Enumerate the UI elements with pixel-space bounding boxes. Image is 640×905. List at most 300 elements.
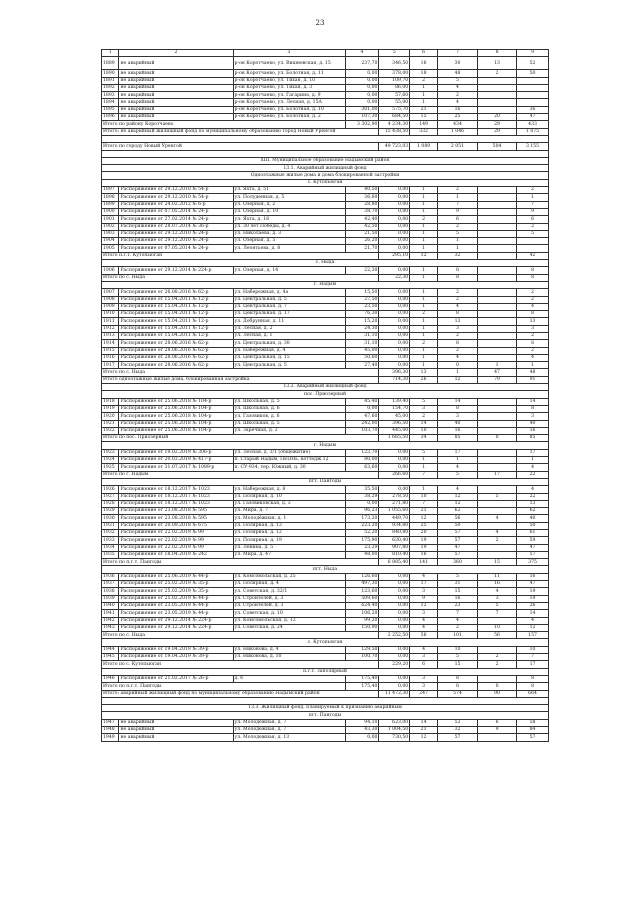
table-row xyxy=(102,719,549,726)
table-cell: 50 xyxy=(517,70,549,77)
table-cell: 18 xyxy=(410,70,438,77)
table-cell: 175,90 xyxy=(345,537,379,544)
table-cell: 31,10 xyxy=(345,332,379,339)
table-cell: 0,00 xyxy=(379,289,410,296)
table-cell xyxy=(478,405,517,412)
table-cell: 810,40 xyxy=(379,551,410,558)
table-cell: 1907 xyxy=(102,289,119,296)
column-number: 1 xyxy=(102,50,119,57)
table-cell: 1910 xyxy=(102,311,119,318)
subtotal-label: Итого по п.г.т. Пангоды xyxy=(102,559,379,566)
table-cell: 8 xyxy=(437,675,477,682)
subtotal-cell: 91 xyxy=(517,376,549,383)
table-cell xyxy=(478,223,517,230)
table-cell: 52 xyxy=(517,57,549,70)
subtotal-cell: 1 089 xyxy=(410,143,438,150)
table-cell: 26,20 xyxy=(345,238,379,245)
table-row xyxy=(102,515,549,522)
table-cell: 0,00 xyxy=(345,734,379,741)
table-cell: 730,50 xyxy=(379,734,410,741)
table-cell: Распоряжение от 28.06.2016 № 62-р xyxy=(119,347,233,354)
table-cell: 10 xyxy=(478,624,517,631)
table-cell: Распоряжение от 28.07.2014 № 36-р xyxy=(119,223,233,230)
table-cell: ул. Лесная, д. 1 xyxy=(233,332,345,339)
table-cell: 5 xyxy=(437,230,477,237)
table-cell: 1928 xyxy=(102,500,119,507)
table-cell: 9 xyxy=(410,595,438,602)
table-cell: 175,40 xyxy=(345,675,379,682)
table-cell: ул. Газовиковская, д. 3 xyxy=(233,500,345,507)
subtotal-row xyxy=(102,471,549,478)
table-cell: 0,00 xyxy=(345,99,379,106)
table-cell: 47 xyxy=(517,544,549,551)
table-cell: 16 xyxy=(437,106,477,113)
table-cell: 1 xyxy=(410,318,438,325)
subtotal-row xyxy=(102,376,549,383)
table-row xyxy=(102,675,549,682)
table-cell: 40 xyxy=(517,515,549,522)
table-cell: 19 xyxy=(517,588,549,595)
table-cell: 48,00 xyxy=(345,551,379,558)
section-heading-row xyxy=(102,442,549,449)
table-row xyxy=(102,245,549,252)
table-cell xyxy=(478,500,517,507)
section-heading-row xyxy=(102,566,549,573)
table-cell: 12 xyxy=(437,493,477,500)
table-cell xyxy=(517,99,549,106)
table-cell: 21 xyxy=(410,106,438,113)
table-cell xyxy=(478,187,517,194)
table-cell: 1946 xyxy=(102,675,119,682)
table-cell: 5 xyxy=(437,573,477,580)
table-cell: 0,00 xyxy=(379,595,410,602)
table-cell: 1943 xyxy=(102,624,119,631)
subtotal-cell: 85 xyxy=(517,435,549,442)
table-cell: 55,00 xyxy=(379,99,410,106)
table-cell: 1939 xyxy=(102,595,119,602)
subtotal-cell: 15 xyxy=(478,559,517,566)
table-cell: не аварийный xyxy=(119,114,233,121)
table-cell: 150,90 xyxy=(345,624,379,631)
table-cell: Распоряжение от 29.12.2010 № 54-р xyxy=(119,187,233,194)
column-number: 3 xyxy=(233,50,345,57)
table-cell: 61 xyxy=(517,530,549,537)
table-cell: Распоряжение от 23.05.2019 № 44-р xyxy=(119,602,233,609)
subtotal-cell: 29 xyxy=(478,121,517,128)
table-cell: Распоряжение от 25.06.2018 № 104-р xyxy=(119,413,233,420)
subtotal-label: Итого: не аварийный жилищный фонд по муниципальному образованию город Новый Уренгой xyxy=(102,128,379,135)
table-cell: 24,30 xyxy=(345,325,379,332)
table-cell: 15 xyxy=(437,588,477,595)
table-cell: 1937 xyxy=(102,581,119,588)
column-number: 2 xyxy=(119,50,233,57)
table-row xyxy=(102,318,549,325)
table-cell: ул. Лесная, д. 3/1 (общежитие) xyxy=(233,449,345,456)
table-cell: 10 xyxy=(517,646,549,653)
table-cell xyxy=(478,398,517,405)
table-cell: 96,23 xyxy=(345,508,379,515)
table-cell: не аварийный xyxy=(119,92,233,99)
table-cell: 14 xyxy=(517,610,549,617)
table-cell xyxy=(478,245,517,252)
table-cell: 25 xyxy=(410,522,438,529)
subtotal-label: Итого по городу Новый Уренгой xyxy=(102,143,379,150)
table-cell: 21,50 xyxy=(345,230,379,237)
subtotal-label: Итого по с. Ныда xyxy=(102,274,379,281)
table-cell: 4 xyxy=(437,464,477,471)
table-cell: 0,00 xyxy=(379,303,410,310)
subtotal-label: Итого по с. Ныда xyxy=(102,632,379,639)
table-cell: 42,50 xyxy=(345,223,379,230)
table-cell: 1915 xyxy=(102,347,119,354)
table-cell: 840,80 xyxy=(379,530,410,537)
table-cell: 50 xyxy=(517,522,549,529)
table-cell: Распоряжение от 29.12.2014 № 224-р xyxy=(119,624,233,631)
table-cell: 1896 xyxy=(102,114,119,121)
table-cell: 2 xyxy=(410,216,438,223)
table-cell: 1 xyxy=(517,457,549,464)
table-row xyxy=(102,588,549,595)
table-cell: 17 xyxy=(410,581,438,588)
subtotal-cell: 574 xyxy=(437,690,477,697)
subtotal-row xyxy=(102,559,549,566)
table-cell: р-он Коротчаево, ул. Вишневская, д. 15 xyxy=(233,57,345,70)
table-cell: 16 xyxy=(517,573,549,580)
blank-row xyxy=(102,150,549,157)
subtotal-row xyxy=(102,435,549,442)
table-cell: 2 xyxy=(437,289,477,296)
table-cell: ул. Советская, д. 24 xyxy=(233,624,345,631)
table-cell: 0,00 xyxy=(379,347,410,354)
table-cell: 1 xyxy=(410,208,438,215)
table-cell: 9 xyxy=(478,727,517,734)
table-cell: 8 xyxy=(437,311,477,318)
subtotal-cell: 229,20 xyxy=(379,661,410,668)
subtotal-row xyxy=(102,274,549,281)
table-cell: 1 xyxy=(410,230,438,237)
table-cell: 56 xyxy=(437,515,477,522)
section-heading-row xyxy=(102,712,549,719)
table-cell: 100,70 xyxy=(345,654,379,661)
table-cell: Распоряжение от 21.02.2017 № 26-р xyxy=(119,675,233,682)
subtotal-cell: 42 xyxy=(517,252,549,259)
table-cell: Распоряжение от 28.06.2016 № 62-р xyxy=(119,354,233,361)
table-cell: 0,00 xyxy=(379,267,410,274)
table-cell: 13 xyxy=(437,318,477,325)
table-cell xyxy=(517,77,549,84)
section-heading: XIII. Муниципальное образование Надымский район xyxy=(102,157,549,164)
table-cell: 36,60 xyxy=(345,194,379,201)
table-cell xyxy=(478,208,517,215)
table-cell xyxy=(517,245,549,252)
table-cell: не аварийный xyxy=(119,70,233,77)
table-cell: 4 xyxy=(478,588,517,595)
table-cell: Распоряжение от 25.02.2019 № 44-р xyxy=(119,595,233,602)
section-heading: пгт. Пангоды xyxy=(102,712,549,719)
table-cell: Распоряжение от 07.05.2014 № 24-р xyxy=(119,245,233,252)
table-cell: Распоряжение от 29.12.2014 № 224-р xyxy=(119,617,233,624)
table-cell: 1935 xyxy=(102,551,119,558)
table-cell: 0,00 xyxy=(379,223,410,230)
table-cell xyxy=(478,303,517,310)
table-cell: Распоряжение от 22.02.2019 № 99 xyxy=(119,530,233,537)
table-cell: 0,00 xyxy=(379,318,410,325)
table-cell: ул. Никонова, д. 10 xyxy=(233,654,345,661)
table-cell: 223,20 xyxy=(345,522,379,529)
table-cell: 4 xyxy=(517,486,549,493)
subtotal-cell: 5 xyxy=(437,471,477,478)
table-cell: 19 xyxy=(410,537,438,544)
table-row xyxy=(102,99,549,106)
table-cell: 0,00 xyxy=(379,230,410,237)
table-cell: 1899 xyxy=(102,201,119,208)
table-cell: 1 055,60 xyxy=(379,508,410,515)
table-cell: 0,00 xyxy=(379,602,410,609)
subtotal-cell: 8 xyxy=(437,274,477,281)
table-cell: 40 xyxy=(517,420,549,427)
table-cell: 301,00 xyxy=(345,106,379,113)
table-cell xyxy=(478,734,517,741)
table-cell: Распоряжение от 25.02.2019 № 35-р xyxy=(119,588,233,595)
table-cell: 1916 xyxy=(102,354,119,361)
table-cell: 624,40 xyxy=(345,602,379,609)
table-cell: 3 xyxy=(437,325,477,332)
table-cell: Распоряжение от 24.02.2012 № 6-р xyxy=(119,201,233,208)
table-cell: 16 xyxy=(410,57,438,70)
table-cell: Распоряжение от 25.06.2018 № 104-р xyxy=(119,398,233,405)
column-number: 5 xyxy=(379,50,410,57)
table-row xyxy=(102,624,549,631)
table-cell: 40 xyxy=(437,420,477,427)
subtotal-label: Итого по району Коротчаево xyxy=(102,121,346,128)
table-row xyxy=(102,347,549,354)
table-cell xyxy=(478,230,517,237)
table-cell: 1944 xyxy=(102,646,119,653)
table-cell: 0,00 xyxy=(379,617,410,624)
table-cell: 0,00 xyxy=(345,500,379,507)
table-cell: ул. Комсомольская, д. 25 xyxy=(233,573,345,580)
table-cell: ул. Лесная, д. 2 xyxy=(233,325,345,332)
table-cell: 0,00 xyxy=(379,610,410,617)
table-cell: 57 xyxy=(437,734,477,741)
table-cell: ул. Советская, д. 32/1 xyxy=(233,588,345,595)
subtotal-cell: 56 xyxy=(478,632,517,639)
table-cell xyxy=(478,216,517,223)
table-cell: 12 xyxy=(517,624,549,631)
table-cell: ул. Полярная, д. 19 xyxy=(233,537,345,544)
table-cell: 3 xyxy=(410,610,438,617)
table-cell: ул. Набережная, д. 4 xyxy=(233,347,345,354)
table-cell: 2 xyxy=(437,92,477,99)
table-cell: 31 xyxy=(437,581,477,588)
table-cell xyxy=(478,646,517,653)
table-cell: 1 xyxy=(437,245,477,252)
table-cell: 7 xyxy=(517,201,549,208)
table-cell: 2 xyxy=(478,654,517,661)
table-row xyxy=(102,573,549,580)
table-cell: 2 xyxy=(437,223,477,230)
table-cell: ул. Яхта, д. 16 xyxy=(233,216,345,223)
table-cell: не аварийный xyxy=(119,77,233,84)
table-cell: 1912 xyxy=(102,325,119,332)
table-cell: 4 xyxy=(517,303,549,310)
table-cell: 0,00 xyxy=(379,187,410,194)
table-cell: 1904 xyxy=(102,238,119,245)
table-cell: 2 xyxy=(437,624,477,631)
table-cell: 14 xyxy=(410,420,438,427)
table-cell: Распоряжение от 15.04.2011 № 12-р xyxy=(119,332,233,339)
section-heading-row xyxy=(102,281,549,288)
table-cell: 58 xyxy=(517,719,549,726)
table-cell: 4 xyxy=(437,486,477,493)
table-cell: ул. Центральная, д. 15 xyxy=(233,354,345,361)
table-row xyxy=(102,595,549,602)
subtotal-cell: 8 xyxy=(517,683,549,690)
table-cell: 16 xyxy=(517,427,549,434)
subtotal-cell: 360 xyxy=(437,559,477,566)
subtotal-cell: 0,00 xyxy=(379,683,410,690)
subtotal-cell: 332 xyxy=(410,128,438,135)
section-heading: 13.1. Аварийный жилищный фонд xyxy=(102,165,549,172)
table-cell: 129,50 xyxy=(345,646,379,653)
section-heading: с. Кутопьюган xyxy=(102,179,549,186)
table-cell: ул. Мира, д. 47 xyxy=(233,551,345,558)
subtotal-row xyxy=(102,369,549,376)
table-cell: 1 xyxy=(410,245,438,252)
table-cell: Распоряжение от 18.12.2017 № 1023 xyxy=(119,500,233,507)
table-cell: ул. Яхта, д. 51 xyxy=(233,187,345,194)
table-cell: 5 xyxy=(517,230,549,237)
table-cell: Распоряжение от 19.02.2019 № 306-р xyxy=(119,449,233,456)
table-cell xyxy=(478,508,517,515)
table-cell: 1913 xyxy=(102,332,119,339)
table-row xyxy=(102,551,549,558)
table-cell: 13 xyxy=(517,500,549,507)
table-cell: ул. Центральная, д. 30 xyxy=(233,340,345,347)
table-cell: Распоряжение от 23.08.2018 № 595 xyxy=(119,515,233,522)
table-cell: ул. Газовиков, д. 6 xyxy=(233,413,345,420)
table-cell: 123,70 xyxy=(345,449,379,456)
table-cell: 2 xyxy=(437,347,477,354)
table-cell: Распоряжение от 22.02.2019 № 99 xyxy=(119,537,233,544)
table-row xyxy=(102,398,549,405)
table-cell: 0,00 xyxy=(379,654,410,661)
table-cell: не аварийный xyxy=(119,84,233,91)
table-cell: 1894 xyxy=(102,99,119,106)
table-row xyxy=(102,216,549,223)
table-cell: 15,50 xyxy=(345,289,379,296)
table-cell: 40,50 xyxy=(345,187,379,194)
table-cell: 497,30 xyxy=(345,581,379,588)
table-cell: 1900 xyxy=(102,208,119,215)
table-cell: 1919 xyxy=(102,405,119,412)
table-cell: 43,30 xyxy=(345,727,379,734)
table-cell: 3 xyxy=(410,405,438,412)
table-cell: 575,70 xyxy=(379,106,410,113)
table-cell: ул. Озёрная, д. 5 xyxy=(233,238,345,245)
table-row xyxy=(102,223,549,230)
subtotal-cell: 714,30 xyxy=(379,376,410,383)
table-cell: не аварийный xyxy=(119,106,233,113)
section-heading-row xyxy=(102,391,549,398)
table-cell: 2 xyxy=(410,311,438,318)
table-cell: Распоряжение от 19.04.2019 № 39-р xyxy=(119,646,233,653)
table-cell: 57 xyxy=(517,551,549,558)
table-cell: 0,00 xyxy=(379,201,410,208)
table-cell xyxy=(517,84,549,91)
table-cell: 8 xyxy=(517,405,549,412)
table-cell xyxy=(478,84,517,91)
column-number: 8 xyxy=(478,50,517,57)
table-cell: 0,00 xyxy=(379,581,410,588)
table-cell: р-он Коротчаево, ул. Болотная, д. 10 xyxy=(233,106,345,113)
table-cell: 21,70 xyxy=(345,245,379,252)
table-cell: 1 xyxy=(410,201,438,208)
table-cell: 86,00 xyxy=(379,84,410,91)
table-cell: 0,00 xyxy=(379,340,410,347)
table-cell: 1891 xyxy=(102,77,119,84)
table-cell: 3 xyxy=(437,413,477,420)
table-cell: ул. Центральная, д. 7 xyxy=(233,303,345,310)
table-cell: 1 xyxy=(410,325,438,332)
table-cell: 4 xyxy=(410,624,438,631)
table-cell: 623,00 xyxy=(379,719,410,726)
table-cell: ул. Полярная, д. 4 xyxy=(233,581,345,588)
section-heading: Одноэтажные жилые дома и дома блокированной застройки xyxy=(102,172,549,179)
table-cell: 12 xyxy=(410,734,438,741)
table-cell: ул. Строителей, д. 3 xyxy=(233,595,345,602)
table-cell xyxy=(478,194,517,201)
table-row xyxy=(102,500,549,507)
table-row xyxy=(102,311,549,318)
table-cell: 378,00 xyxy=(379,70,410,77)
table-cell: 31,10 xyxy=(345,340,379,347)
table-cell: 30 xyxy=(437,57,477,70)
table-cell: 16 xyxy=(437,595,477,602)
table-cell: 1902 xyxy=(102,223,119,230)
subtotal-cell: 47 xyxy=(478,369,517,376)
table-cell: Распоряжение от 15.04.2011 № 12-р xyxy=(119,296,233,303)
subtotal-cell: 48 xyxy=(517,369,549,376)
table-cell: 4 xyxy=(437,617,477,624)
register-sheet xyxy=(101,49,549,742)
table-cell: д. 6 xyxy=(233,675,345,682)
table-cell: 0,00 xyxy=(379,296,410,303)
table-cell: Распоряжение от 15.04.2011 № 12-р xyxy=(119,318,233,325)
subtotal-cell: 79 xyxy=(478,376,517,383)
table-cell: 6 xyxy=(437,216,477,223)
table-cell: 45,00 xyxy=(345,347,379,354)
table-cell: 1930 xyxy=(102,515,119,522)
table-cell: не аварийный xyxy=(119,99,233,106)
page-number: 23 xyxy=(315,19,325,27)
section-heading: 13.3. Жилищный фонд, планируемый к признанию аварийным xyxy=(102,705,549,712)
table-cell: 1 004,50 xyxy=(379,727,410,734)
table-row xyxy=(102,238,549,245)
table-cell: 173,20 xyxy=(345,515,379,522)
table-cell: 99,20 xyxy=(345,617,379,624)
table-cell: 242,00 xyxy=(345,420,379,427)
table-cell: ул. Полярная, д. 10 xyxy=(233,493,345,500)
table-cell xyxy=(478,92,517,99)
subtotal-cell: 49 723,03 xyxy=(379,143,410,150)
column-number: 4 xyxy=(345,50,379,57)
table-cell: 2 xyxy=(517,347,549,354)
subtotal-cell: 0 xyxy=(478,683,517,690)
table-cell: 94,10 xyxy=(345,719,379,726)
subtotal-cell: 34 xyxy=(410,435,438,442)
table-cell: 1 xyxy=(410,99,438,106)
